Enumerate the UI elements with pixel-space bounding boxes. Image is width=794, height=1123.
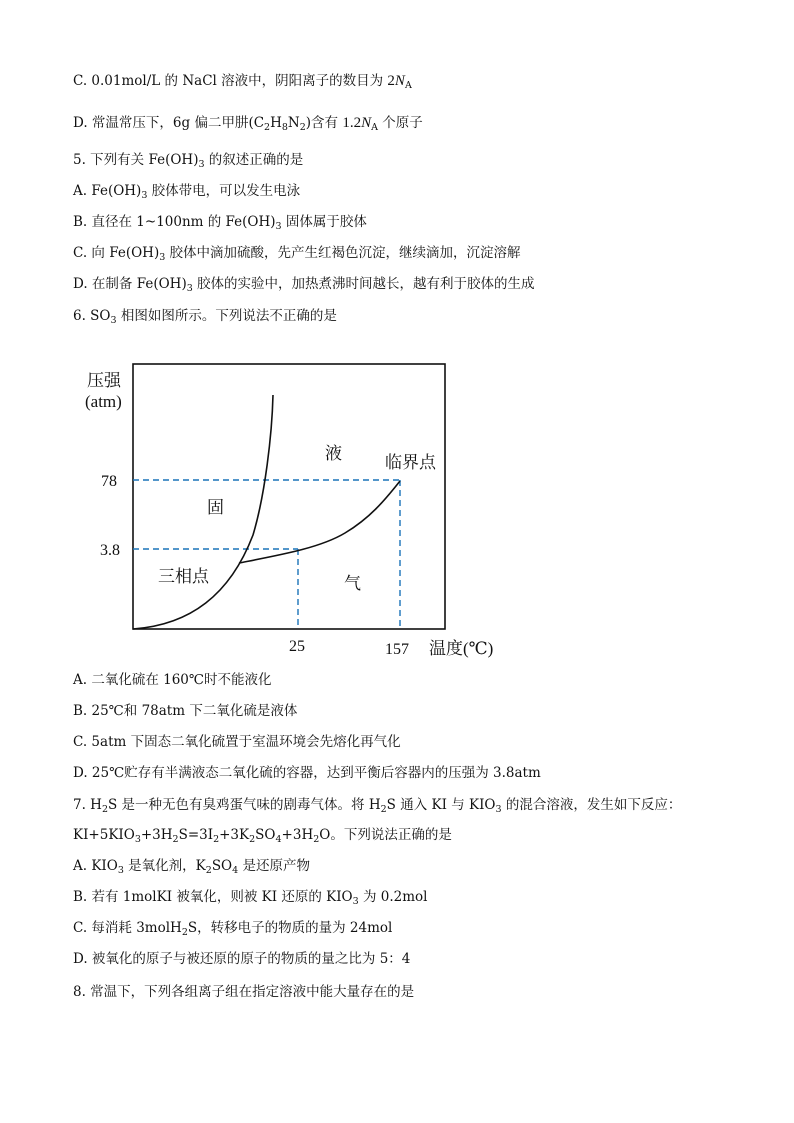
text-run: 是还原产物 xyxy=(238,858,310,874)
subscript-run: 3 xyxy=(134,834,141,845)
subscript-run: 2 xyxy=(264,122,271,133)
q5-option-c xyxy=(73,244,521,267)
text-run: N xyxy=(287,115,300,131)
q5-option-b xyxy=(73,213,367,236)
subscript-run: A xyxy=(371,122,378,133)
region-label-solid: 固 xyxy=(207,498,224,517)
tick-label-3-8: 3.8 xyxy=(100,542,120,559)
text-run: C. 5atm 下固态二氧化硫置于室温环境会先熔化再气化 xyxy=(73,734,401,750)
subscript-run: 3 xyxy=(159,252,166,263)
text-run: H xyxy=(270,115,282,131)
subscript-run: 8 xyxy=(281,122,288,133)
text-run: 5. 下列有关 Fe(OH) xyxy=(73,152,199,168)
text-run: 8. 常温下，下列各组离子组在指定溶液中能大量存在的是 xyxy=(73,984,415,1000)
text-run: 胶体带电，可以发生电泳 xyxy=(147,183,301,199)
q7-stem-line-1 xyxy=(73,796,681,819)
y-axis-label-unit: (atm) xyxy=(85,392,122,411)
text-run: S 是一种无色有臭鸡蛋气味的剧毒气体。将 H xyxy=(108,797,381,813)
subscript-run: 3 xyxy=(495,804,502,815)
text-run: 的叙述正确的是 xyxy=(204,152,304,168)
subscript-run: 3 xyxy=(110,315,117,326)
region-label-gas: 气 xyxy=(344,574,361,593)
text-run: 相图如图所示。下列说法不正确的是 xyxy=(116,308,337,324)
tick-label-25: 25 xyxy=(289,638,305,655)
tick-label-157: 157 xyxy=(385,641,409,658)
text-run: A. KIO xyxy=(73,858,118,874)
subscript-run: 2 xyxy=(249,834,256,845)
text-run: C. 每消耗 3molH xyxy=(73,920,182,936)
sublimation-melting-curve xyxy=(133,395,273,629)
subscript-run: 3 xyxy=(186,283,193,294)
text-run: S，转移电子的物质的量为 24mol xyxy=(187,920,393,936)
math-number-run: 2 xyxy=(387,73,395,89)
text-run: D. 在制备 Fe(OH) xyxy=(73,276,187,292)
text-run: S 通入 KI 与 KIO xyxy=(386,797,496,813)
text-run: SO xyxy=(211,858,233,874)
text-run: 固体属于胶体 xyxy=(281,214,367,230)
y-axis-label-pressure: 压强 xyxy=(87,371,121,390)
x-axis-label-temperature: 温度(℃) xyxy=(429,639,494,658)
subscript-run: 3 xyxy=(275,221,282,232)
plot-frame xyxy=(133,364,445,629)
subscript-run: 3 xyxy=(198,159,205,170)
q5-option-d xyxy=(73,275,535,298)
q6-option-b xyxy=(73,702,297,720)
subscript-run: 3 xyxy=(141,190,148,201)
subscript-run: 2 xyxy=(172,834,179,845)
subscript-run: 3 xyxy=(117,865,124,876)
q5-stem xyxy=(73,151,303,174)
q8-stem xyxy=(73,983,414,1001)
q7-option-b xyxy=(73,888,427,911)
subscript-run: 4 xyxy=(232,865,239,876)
text-run: 胶体的实验中，加热煮沸时间越长，越有利于胶体的生成 xyxy=(192,276,535,292)
text-run: 是氧化剂，K xyxy=(123,858,206,874)
q6-stem xyxy=(73,307,337,330)
text-run: D. 25℃贮存有半满液态二氧化硫的容器，达到平衡后容器内的压强为 3.8atm xyxy=(73,765,541,781)
subscript-run: 4 xyxy=(275,834,282,845)
q6-option-d xyxy=(73,764,541,782)
text-run: O。下列说法正确的是 xyxy=(319,827,452,843)
text-run: A. 二氧化硫在 160℃时不能液化 xyxy=(73,672,272,688)
text-run: SO xyxy=(255,827,276,843)
text-run: KI+5KIO xyxy=(73,827,135,843)
text-run: +3K xyxy=(219,827,250,843)
q6-option-a xyxy=(73,671,272,689)
text-run: +3H xyxy=(140,827,173,843)
q5-option-a xyxy=(73,182,300,205)
dashed-guides xyxy=(133,480,400,629)
text-run: 为 0.2mol xyxy=(358,889,428,905)
subscript-run: 2 xyxy=(181,927,188,938)
q7-option-d xyxy=(73,950,410,968)
text-run: D. 常温常压下，6g 偏二甲肼(C xyxy=(73,115,265,131)
q4-option-c xyxy=(73,72,412,95)
subscript-run: 2 xyxy=(213,834,220,845)
subscript-run: 2 xyxy=(313,834,320,845)
q6-option-c xyxy=(73,733,401,751)
subscript-run: 2 xyxy=(380,804,387,815)
text-run: A. Fe(OH) xyxy=(73,183,142,199)
label-triple-point: 三相点 xyxy=(158,567,209,586)
region-label-liquid: 液 xyxy=(325,444,342,463)
so3-phase-diagram xyxy=(80,355,510,665)
text-run: C. 0.01mol/L 的 NaCl 溶液中，阴阳离子的数目为 xyxy=(73,73,388,89)
text-run: B. 若有 1molKI 被氧化，则被 KI 还原的 KIO xyxy=(73,889,353,905)
text-run: )含有 xyxy=(305,115,343,131)
q7-option-a xyxy=(73,857,310,880)
text-run: 7. H xyxy=(73,797,102,813)
text-run: 6. SO xyxy=(73,308,111,324)
label-critical-point: 临界点 xyxy=(385,453,436,472)
text-run: D. 被氧化的原子与被还原的原子的物质的量之比为 5：4 xyxy=(73,951,411,967)
text-run: +3H xyxy=(281,827,314,843)
italic-symbol-run: N xyxy=(361,115,372,131)
subscript-run: 2 xyxy=(205,865,212,876)
math-number-run: 1.2 xyxy=(342,115,362,131)
text-run: S=3I xyxy=(178,827,214,843)
subscript-run: 2 xyxy=(299,122,306,133)
text-run: 的混合溶液，发生如下反应： xyxy=(501,797,682,813)
q4-option-d xyxy=(73,114,423,137)
text-run: 胶体中滴加硫酸，先产生红褐色沉淀，继续滴加，沉淀溶解 xyxy=(165,245,521,261)
text-run: B. 25℃和 78atm 下二氧化硫是液体 xyxy=(73,703,298,719)
text-run: B. 直径在 1~100nm 的 Fe(OH) xyxy=(73,214,276,230)
text-run: 个原子 xyxy=(377,115,423,131)
tick-label-78: 78 xyxy=(101,473,117,490)
text-run: C. 向 Fe(OH) xyxy=(73,245,160,261)
subscript-run: 3 xyxy=(352,896,359,907)
italic-symbol-run: N xyxy=(394,73,405,89)
q7-stem-line-2 xyxy=(73,826,452,849)
subscript-run: 2 xyxy=(101,804,108,815)
q7-option-c xyxy=(73,919,392,942)
subscript-run: A xyxy=(404,80,412,91)
